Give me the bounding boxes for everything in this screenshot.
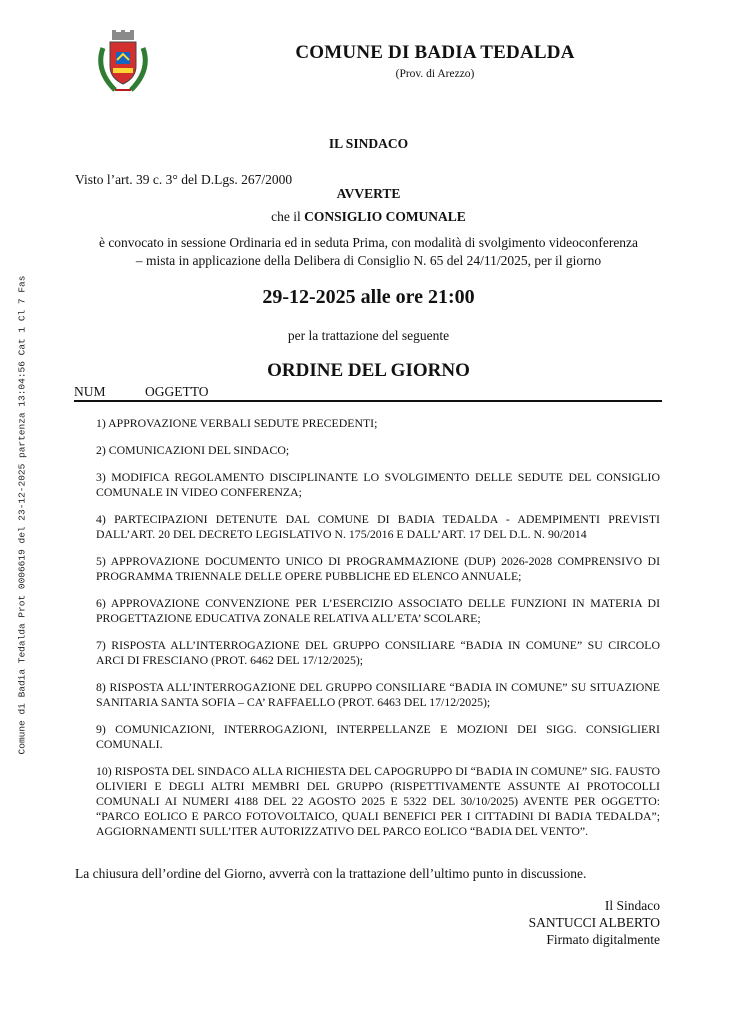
col-num-header: NUM: [74, 384, 106, 399]
closing-note: La chiusura dell’ordine del Giorno, avverrà con la trattazione dell’ultimo punto in discussione.: [75, 866, 587, 881]
agenda-item: 9) COMUNICAZIONI, INTERROGAZIONI, INTERPELLANZE E MOZIONI DEI SIGG. CONSIGLIERI COMUNALI.: [96, 722, 660, 751]
convocation-line-2: – mista in applicazione della Delibera di Consiglio N. 65 del 24/11/2025, per il giorno: [135, 253, 602, 268]
convocation-line-1: è convocato in sessione Ordinaria ed in seduta Prima, con modalità di svolgimento videoconferenza: [98, 235, 639, 250]
province-label: (Prov. di Arezzo): [395, 68, 475, 80]
signature-role: Il Sindaco: [604, 898, 660, 913]
agenda-item: 4) PARTECIPAZIONI DETENUTE DAL COMUNE DI BADIA TEDALDA - ADEMPIMENTI PREVISTI DALL’ART. 20 DEL DECRETO LEGISLATIVO N. 175/2016 E DALL’ART. 17 DEL D.L. N. 90/2014: [96, 512, 660, 541]
consiglio-comunale-text: CONSIGLIO COMUNALE: [304, 209, 466, 224]
che-il-text: che il: [271, 209, 301, 224]
sindaco-heading: IL SINDACO: [328, 136, 409, 151]
protocol-stamp-text: Comune di Badia Tedalda Prot 0006619 del 23-12-2025 partenza 13:04:56 Cat 1 Cl 7 Fas: [16, 275, 28, 755]
avverte-heading: AVVERTE: [336, 186, 401, 201]
page-title: COMUNE DI BADIA TEDALDA: [295, 42, 575, 63]
agenda-item: 2) COMUNICAZIONI DEL SINDACO;: [96, 443, 290, 457]
agenda-item: 3) MODIFICA REGOLAMENTO DISCIPLINANTE LO SVOLGIMENTO DELLE SEDUTE DEL CONSIGLIO COMUNALE IN VIDEO CONFERENZA;: [96, 470, 660, 499]
per-la-trattazione: per la trattazione del seguente: [287, 328, 450, 343]
header-rule: [74, 400, 662, 402]
agenda-item: 6) APPROVAZIONE CONVENZIONE PER L’ESERCIZIO ASSOCIATO DELLE FUNZIONI IN MATERIA DI PROGETTAZIONE EDUCATIVA ZONALE RELATIVA ALL’ETA’ SCOLARE;: [96, 596, 660, 625]
signature-note: Firmato digitalmente: [546, 932, 660, 947]
agenda-item: 7) RISPOSTA ALL’INTERROGAZIONE DEL GRUPPO CONSILIARE “BADIA IN COMUNE” SU CIRCOLO ARCI DI FRESCIANO (PROT. 6462 DEL 17/12/2025);: [96, 638, 660, 667]
odg-title: ORDINE DEL GIORNO: [267, 360, 470, 381]
coat-of-arms-icon: [93, 30, 153, 96]
agenda-item: 8) RISPOSTA ALL’INTERROGAZIONE DEL GRUPPO CONSILIARE “BADIA IN COMUNE” SU SITUAZIONE SANITARIA SANTA SOFIA – CA’ RAFFAELLO (PROT. 6463 DEL 17/12/2025);: [96, 680, 660, 709]
agenda-item: 1) APPROVAZIONE VERBALI SEDUTE PRECEDENTI;: [96, 416, 378, 430]
col-oggetto-header: OGGETTO: [145, 384, 209, 399]
protocol-stamp: [10, 270, 34, 760]
agenda-item: 10) RISPOSTA DEL SINDACO ALLA RICHIESTA DEL CAPOGRUPPO DI “BADIA IN COMUNE” SIG. FAUSTO OLIVIERI E DEGLI ALTRI MEMBRI DEL GRUPPO (RISPETTIVAMENTE ASSUNTE AI PROTOCOLLI COMUNALI AI NUMERI 4188 DEL 22 AGOSTO 2025 E 5322 DEL 30/10/2025) AVENTE PER OGGETTO: “PARCO EOLICO E PARCO FOTOVOLTAICO, QUALI BENEFICI PER I CITTADINI DI BADIA TEDALDA”; AGGIORNAMENTI SULL’ITER AUTORIZZATIVO DEL PARCO EOLICO “BADIA DEL VENTO”.: [96, 764, 660, 838]
visto-line: Visto l’art. 39 c. 3° del D.Lgs. 267/2000: [75, 172, 293, 187]
agenda-item: 5) APPROVAZIONE DOCUMENTO UNICO DI PROGRAMMAZIONE (DUP) 2026-2028 COMPRENSIVO DI PROGRAMMA TRIENNALE DELLE OPERE PUBBLICHE ED ELENCO ANNUALE;: [96, 554, 660, 583]
agenda-list: [96, 416, 660, 851]
consiglio-line: [75, 209, 662, 225]
signature-name: SANTUCCI ALBERTO: [528, 915, 660, 930]
meeting-date: 29-12-2025 alle ore 21:00: [262, 286, 475, 308]
